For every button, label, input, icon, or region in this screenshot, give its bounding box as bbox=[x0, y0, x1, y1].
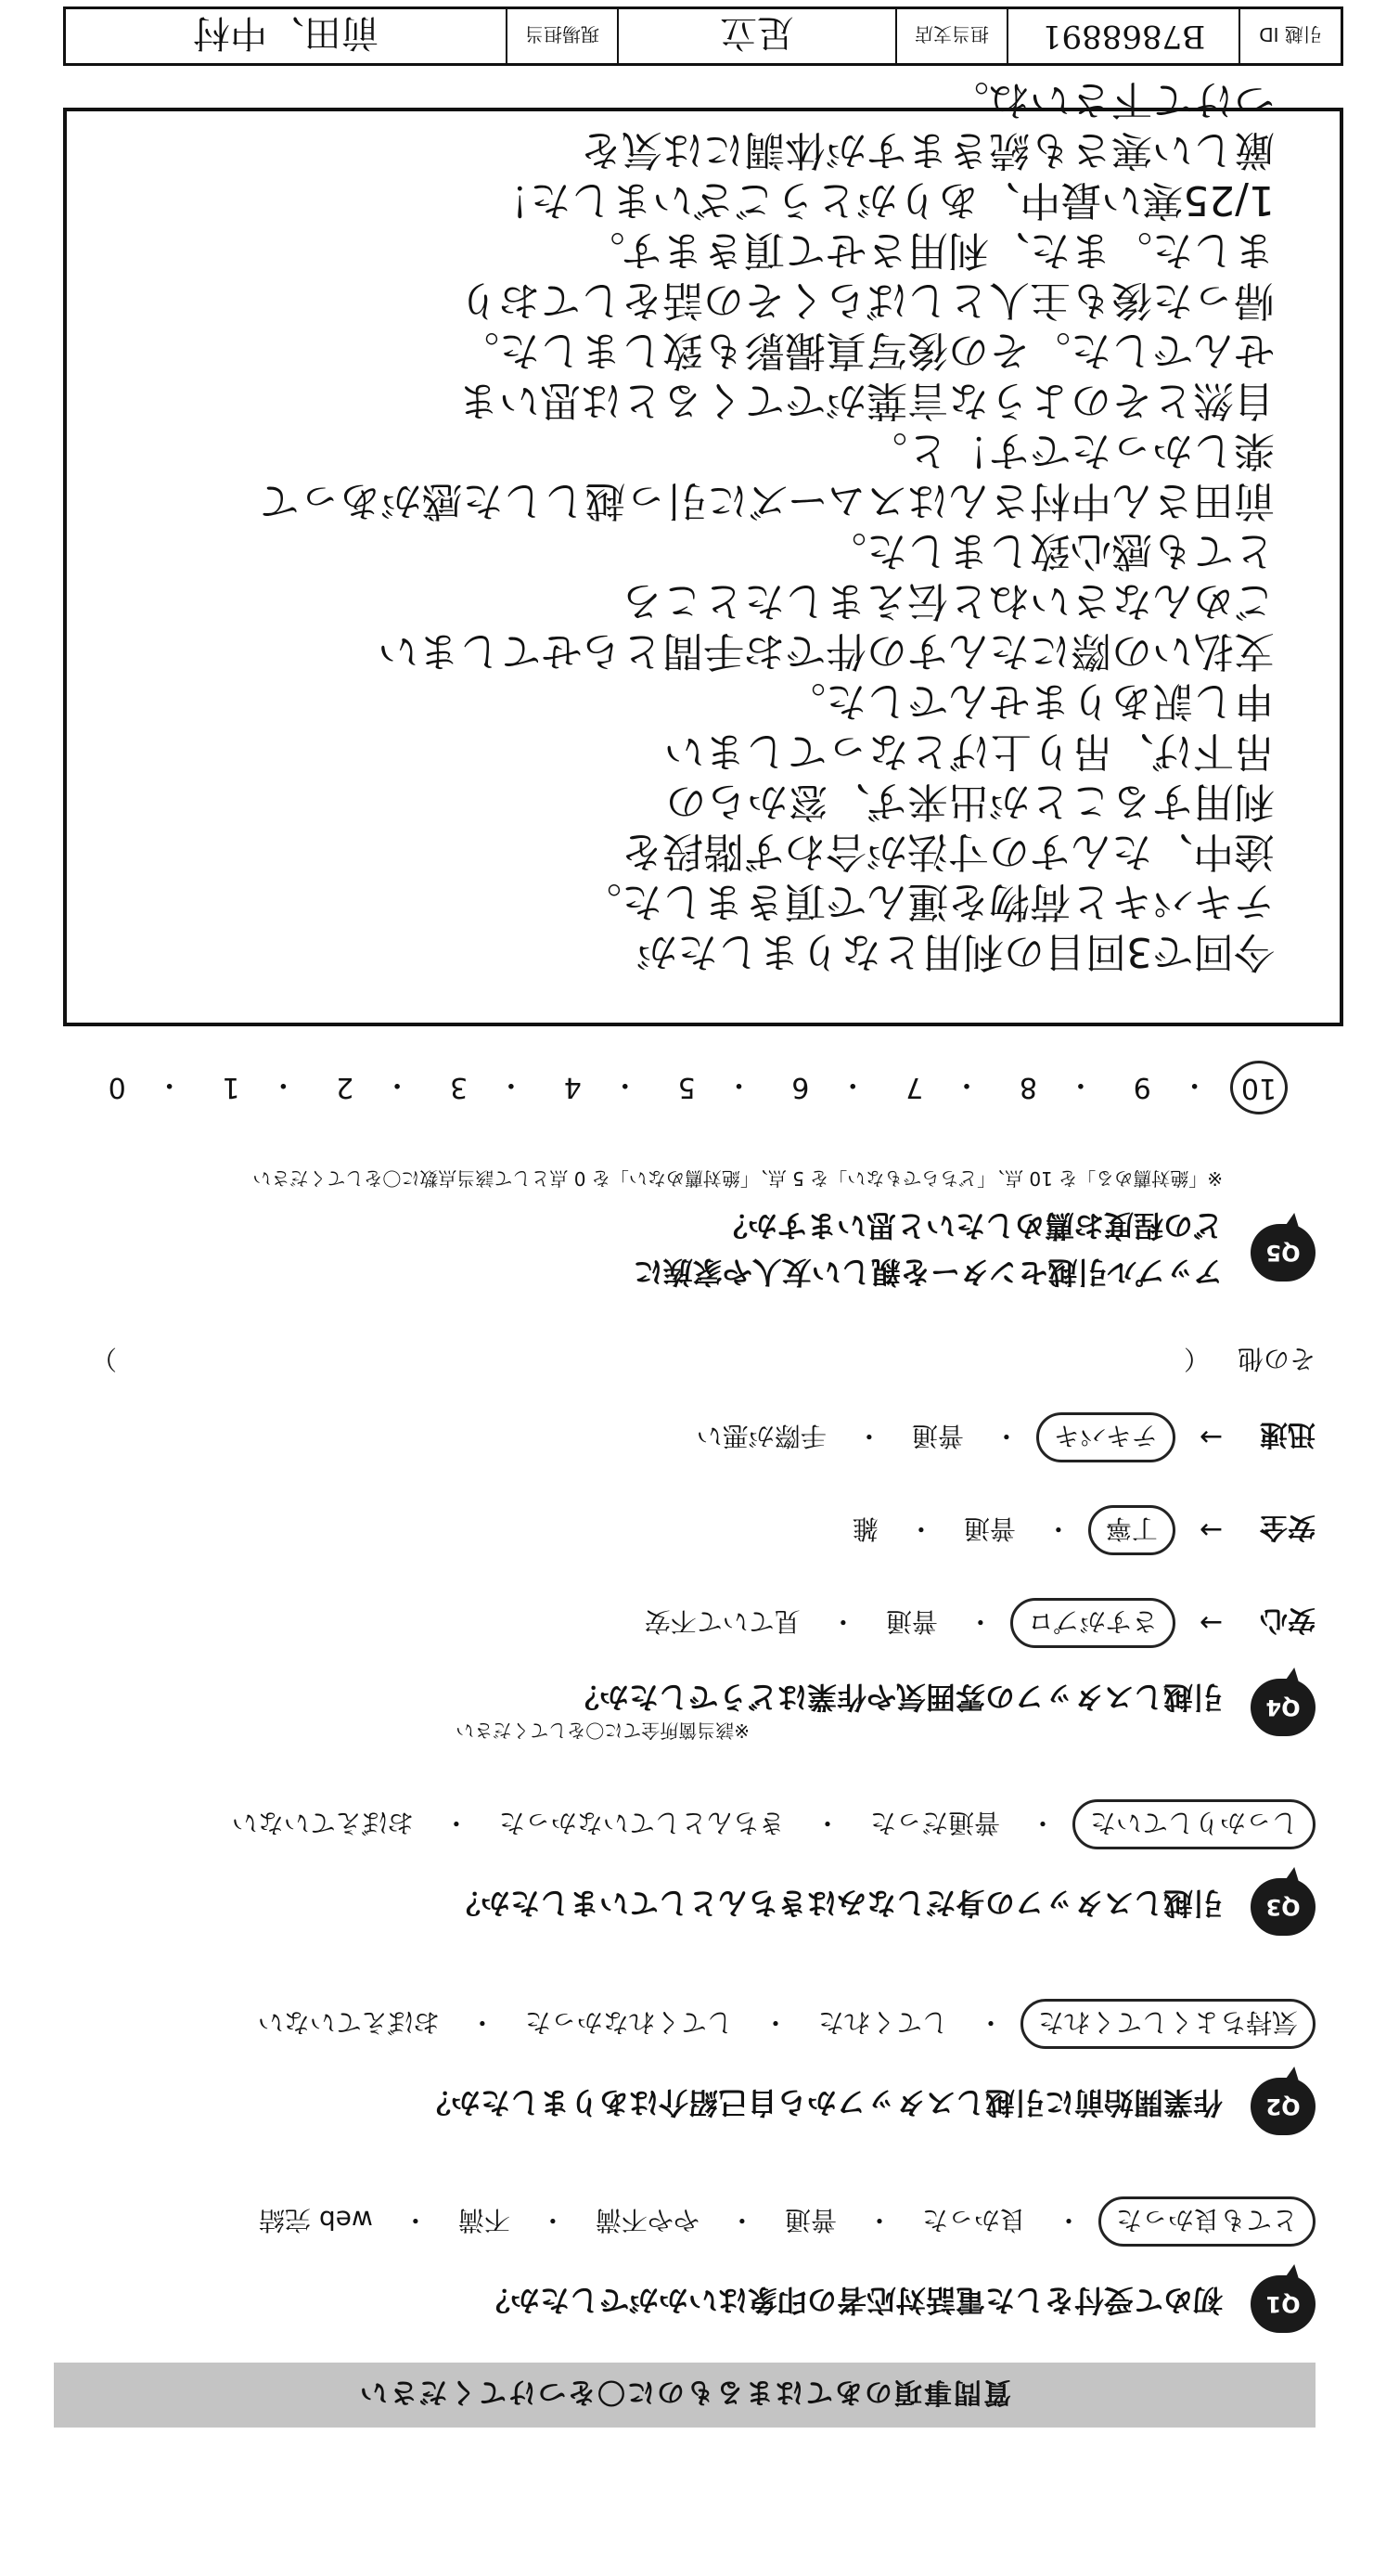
q4-option-clumsy[interactable]: 手際が悪い bbox=[696, 1421, 827, 1451]
separator: ・ bbox=[829, 1606, 856, 1637]
branch-label: 担当支店 bbox=[895, 9, 1007, 63]
separator: ・ bbox=[839, 1068, 867, 1101]
q1-option-very-good[interactable]: とても良かった bbox=[1098, 2196, 1316, 2247]
q1-option-slightly-unsatisfied[interactable]: やや不満 bbox=[595, 2205, 700, 2235]
q4-row-label: 安全 bbox=[1260, 1511, 1316, 1543]
score-8[interactable]: 8 bbox=[1019, 1071, 1037, 1104]
score-9[interactable]: 9 bbox=[1133, 1071, 1151, 1104]
separator: ・ bbox=[855, 1421, 882, 1451]
separator: ・ bbox=[443, 1808, 469, 1838]
separator: ・ bbox=[1066, 1068, 1095, 1101]
q2-option-dont-remember[interactable]: おぼえていない bbox=[257, 2007, 440, 2038]
q5-question-line1: アップル引越センターを親しい友人や家族に bbox=[633, 1255, 1223, 1290]
q5-scale bbox=[91, 1061, 1288, 1114]
q4-option-rough[interactable]: 雑 bbox=[852, 1513, 879, 1544]
arrow-icon: → bbox=[1199, 1606, 1223, 1640]
q4-option-anxious[interactable]: 見ていて不安 bbox=[644, 1606, 801, 1637]
separator: ・ bbox=[725, 1068, 753, 1101]
separator: ・ bbox=[496, 1068, 525, 1101]
q4-option-careful[interactable]: 丁寧 bbox=[1088, 1505, 1175, 1555]
score-0[interactable]: 0 bbox=[108, 1071, 126, 1104]
q3-option-not-neat[interactable]: きちんとしていなかった bbox=[498, 1808, 785, 1838]
comment-box[interactable] bbox=[63, 76, 1343, 1026]
instruction-banner: 質問事項のあてはまるものに〇をつけてください bbox=[54, 2363, 1316, 2428]
q5-badge: Q5 bbox=[1251, 1224, 1316, 1282]
id-label: 引越 ID bbox=[1239, 9, 1341, 63]
separator: ・ bbox=[468, 2007, 495, 2038]
separator: ・ bbox=[1029, 1808, 1056, 1838]
q2-option-pleasant[interactable]: 気持ちよくしてくれた bbox=[1020, 1999, 1316, 2049]
q3-option-dont-remember[interactable]: おぼえていない bbox=[231, 1808, 414, 1838]
separator: ・ bbox=[866, 2205, 892, 2235]
q3-option-neat[interactable]: しっかりしていた bbox=[1072, 1799, 1316, 1849]
q4-option-normal[interactable]: 普通 bbox=[963, 1513, 1016, 1544]
q1-option-good[interactable]: 良かった bbox=[921, 2205, 1026, 2235]
staff-label: 現場担当 bbox=[506, 9, 617, 63]
q2-options bbox=[245, 1999, 1316, 2049]
separator: ・ bbox=[539, 2205, 566, 2235]
separator: ・ bbox=[728, 2205, 755, 2235]
q4-option-normal[interactable]: 普通 bbox=[885, 1606, 938, 1637]
separator: ・ bbox=[610, 1068, 639, 1101]
q2-option-did-not[interactable]: してくれなかった bbox=[524, 2007, 733, 2038]
score-3[interactable]: 3 bbox=[449, 1071, 468, 1104]
separator: ・ bbox=[402, 2205, 429, 2235]
score-1[interactable]: 1 bbox=[222, 1071, 240, 1104]
score-10[interactable]: 10 bbox=[1230, 1061, 1288, 1114]
separator: ・ bbox=[977, 2007, 1004, 2038]
q4-other bbox=[91, 1342, 1316, 1379]
separator: ・ bbox=[1055, 2205, 1082, 2235]
separator: ・ bbox=[269, 1068, 298, 1101]
arrow-icon: → bbox=[1199, 1513, 1223, 1547]
staff-value: 前田、中村 bbox=[193, 11, 379, 55]
q2-badge: Q2 bbox=[1251, 2078, 1316, 2135]
q2-question: 作業開始前に引越しスタッフから自己紹介はありましたか？ bbox=[420, 2085, 1223, 2120]
separator: ・ bbox=[967, 1606, 994, 1637]
q5-note: ※「絶対薦める」を 10 点、「どちらでもない」を 5 点、「絶対薦めない」を 0 点として該当点数に〇をしてください bbox=[252, 1167, 1223, 1190]
q4-row-safety-feel bbox=[632, 1598, 1316, 1648]
separator: ・ bbox=[762, 2007, 789, 2038]
q4-option-professional[interactable]: さすがプロ bbox=[1010, 1598, 1175, 1648]
q4-row-label: 迅速 bbox=[1260, 1418, 1316, 1450]
score-4[interactable]: 4 bbox=[563, 1071, 582, 1104]
separator: ・ bbox=[953, 1068, 982, 1101]
q4-row-safety bbox=[840, 1505, 1316, 1555]
separator: ・ bbox=[993, 1421, 1020, 1451]
score-2[interactable]: 2 bbox=[336, 1071, 354, 1104]
separator: ・ bbox=[1180, 1068, 1209, 1101]
score-6[interactable]: 6 bbox=[791, 1071, 810, 1104]
q3-options bbox=[219, 1799, 1316, 1849]
q4-question: 引越しスタッフの雰囲気や作業はどうでしたか？ bbox=[569, 1680, 1223, 1715]
q2-option-did[interactable]: してくれた bbox=[817, 2007, 948, 2038]
arrow-icon: → bbox=[1199, 1421, 1223, 1454]
q4-option-efficient[interactable]: テキパキ bbox=[1036, 1412, 1175, 1462]
q4-row-speed bbox=[684, 1412, 1316, 1462]
comment-text: 今回で3回目の利用となりましたが テキパキと荷物を運んで頂きました。 途中、たんすの寸法が合わず階段を 利用することが出来ず、窓からの 吊下げ、吊り上げとなってしまい 申し訳ありませんでした。 支払いの際にたんすの件でお手間とらせてしまい ごめんなさいねと伝えましたところ とても感心致しました。 前田さん中村さんはスムーズに引っ越しした感があって 楽しかったです！と。 自然とそのような言葉がでてくるとは思いま せんでした。その後写真撮影も致しました。 帰った後も主人としばらくその話をしており ました。また、利用させて頂きます。 1/25寒い最中、ありがとうございました！ 厳しい寒さも続きますが体調には気を つけて下さいね。 bbox=[258, 76, 1275, 975]
separator: ・ bbox=[1045, 1513, 1072, 1544]
q1-option-unsatisfied[interactable]: 不満 bbox=[457, 2205, 510, 2235]
paren-open: （ bbox=[1183, 1344, 1210, 1374]
q4-row-label: 安心 bbox=[1260, 1604, 1316, 1636]
q1-option-normal[interactable]: 普通 bbox=[784, 2205, 837, 2235]
q3-option-normal[interactable]: 普通だった bbox=[869, 1808, 1000, 1838]
q3-badge: Q3 bbox=[1251, 1878, 1316, 1936]
q5-question-line2: どの程度お薦めしたいと思いますか？ bbox=[717, 1208, 1223, 1243]
separator: ・ bbox=[383, 1068, 412, 1101]
q1-option-web[interactable]: web 完結 bbox=[259, 2205, 373, 2235]
separator: ・ bbox=[814, 1808, 841, 1838]
q1-badge: Q1 bbox=[1251, 2275, 1316, 2333]
separator: ・ bbox=[907, 1513, 934, 1544]
footer-table bbox=[63, 6, 1343, 66]
separator: ・ bbox=[155, 1068, 184, 1101]
q4-option-normal[interactable]: 普通 bbox=[911, 1421, 964, 1451]
branch-value: 足立 bbox=[617, 9, 895, 63]
q1-options bbox=[246, 2196, 1316, 2247]
score-5[interactable]: 5 bbox=[677, 1071, 696, 1104]
q4-note: ※該当箇所全てに〇をしてください bbox=[456, 1719, 750, 1742]
score-7[interactable]: 7 bbox=[905, 1071, 924, 1104]
q4-badge: Q4 bbox=[1251, 1679, 1316, 1736]
q4-other-label: その他 bbox=[1237, 1344, 1316, 1374]
q3-question: 引越しスタッフの身だしなみはきちんとしていましたか？ bbox=[450, 1886, 1223, 1921]
id-value: B7868891 bbox=[1007, 9, 1239, 63]
paren-close: ） bbox=[91, 1344, 118, 1374]
q1-question: 初めて受付をした電話対応者の印象はいかがでしたか？ bbox=[480, 2283, 1223, 2318]
